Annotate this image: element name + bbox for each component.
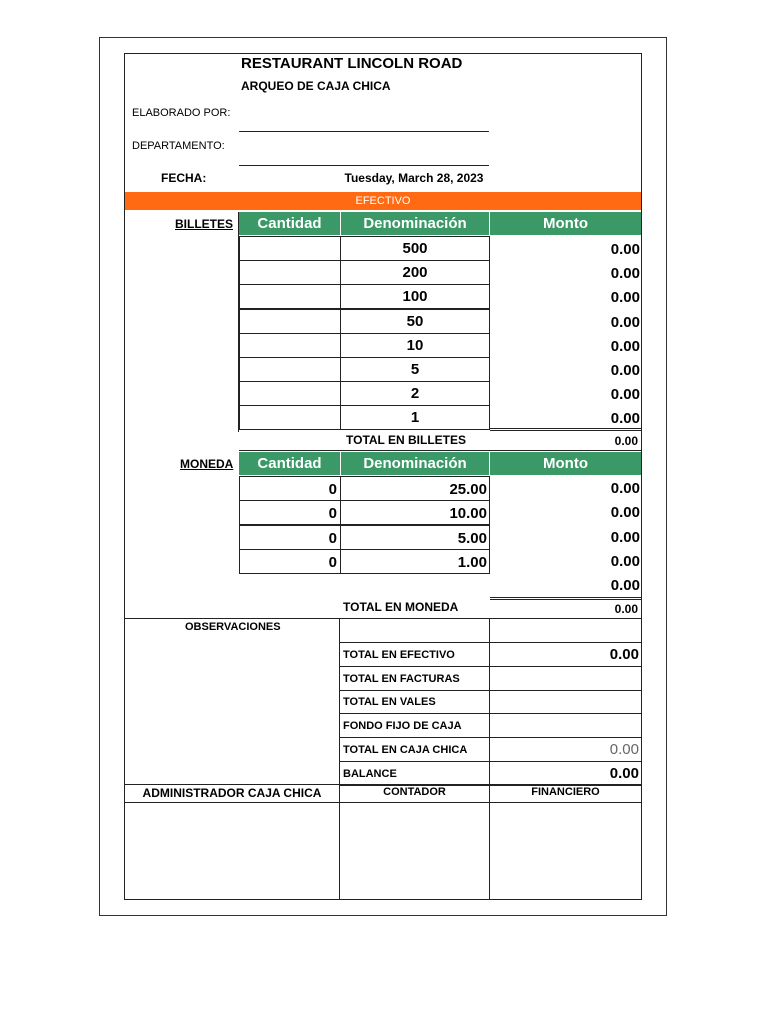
billetes-col-cantidad: Cantidad [239, 212, 340, 235]
billetes-monto-cell [490, 309, 641, 334]
billetes-denominacion-value: 50 [406, 313, 424, 330]
efectivo-banner: EFECTIVO [125, 192, 641, 210]
moneda-label: MONEDA [180, 457, 234, 471]
billetes-monto-value: 0.00 [610, 386, 640, 403]
moneda-monto-value: 0.00 [610, 553, 640, 570]
moneda-denominacion-cell [340, 476, 490, 501]
fecha-value: Tuesday, March 28, 2023 [344, 171, 484, 185]
moneda-col-denominacion: Denominación [341, 452, 489, 475]
moneda-col-monto: Monto [490, 452, 641, 475]
moneda-cantidad-value: 0 [328, 554, 337, 571]
moneda-denominacion-value: 1.00 [457, 554, 487, 571]
administrador-signature-area[interactable] [125, 803, 339, 899]
billetes-denominacion-cell [340, 381, 490, 406]
summary-row-label: TOTAL EN FACTURAS [343, 673, 460, 685]
restaurant-title: RESTAURANT LINCOLN ROAD [241, 55, 463, 72]
billetes-monto-value: 0.00 [610, 338, 640, 355]
summary-row-label: FONDO FIJO DE CAJA [343, 720, 462, 732]
billetes-cantidad-cell[interactable] [239, 236, 341, 261]
total-moneda-value: 0.00 [614, 602, 638, 616]
summary-row-label: TOTAL EN VALES [343, 696, 436, 708]
total-billetes-double-line [490, 428, 641, 431]
moneda-monto-cell [490, 500, 641, 525]
billetes-cantidad-cell[interactable] [239, 309, 341, 334]
billetes-col-monto: Monto [490, 212, 641, 235]
moneda-denominacion-cell [340, 549, 490, 574]
summary-value-cell[interactable] [490, 761, 641, 785]
moneda-denominacion-cell [340, 500, 490, 525]
billetes-col-denominacion: Denominación [341, 212, 489, 235]
billetes-label: BILLETES [175, 217, 234, 231]
billetes-denominacion-cell [340, 309, 490, 334]
moneda-monto-cell [490, 525, 641, 550]
billetes-denominacion-cell [340, 260, 490, 285]
summary-value-cell[interactable] [490, 713, 641, 737]
moneda-monto-cell [490, 476, 641, 501]
billetes-denominacion-cell [340, 236, 490, 261]
moneda-monto-value: 0.00 [610, 480, 640, 497]
form-subtitle: ARQUEO DE CAJA CHICA [241, 79, 391, 93]
billetes-monto-value: 0.00 [610, 289, 640, 306]
billetes-denominacion-cell [340, 357, 490, 382]
billetes-bottom-line [239, 450, 641, 451]
moneda-col-cantidad: Cantidad [239, 452, 340, 475]
elaborado-label: ELABORADO POR: [132, 107, 231, 119]
summary-value-cell[interactable] [490, 689, 641, 713]
total-moneda-label: TOTAL EN MONEDA [343, 600, 459, 614]
billetes-cantidad-cell[interactable] [239, 284, 341, 309]
billetes-denominacion-cell [340, 284, 490, 309]
billetes-monto-cell [490, 260, 641, 285]
billetes-monto-cell [490, 357, 641, 382]
summary-row-label: TOTAL EN CAJA CHICA [343, 744, 468, 756]
moneda-denominacion-value: 25.00 [449, 481, 487, 498]
billetes-denominacion-value: 2 [410, 385, 420, 402]
moneda-cantidad-value: 0 [328, 481, 337, 498]
observaciones-label: OBSERVACIONES [185, 621, 281, 633]
summary-value-cell[interactable] [490, 642, 641, 666]
summary-value-cell[interactable] [490, 737, 641, 761]
summary-row-label: TOTAL EN EFECTIVO [343, 649, 455, 661]
moneda-denominacion-cell [340, 525, 490, 550]
contador-label: CONTADOR [383, 786, 446, 798]
billetes-cantidad-cell[interactable] [239, 381, 341, 406]
summary-row-value: 0.00 [609, 646, 639, 663]
departamento-field-line[interactable] [239, 165, 489, 166]
contador-signature-area[interactable] [340, 803, 489, 899]
billetes-denominacion-cell [340, 333, 490, 358]
total-billetes-label: TOTAL EN BILLETES [346, 433, 467, 447]
moneda-monto-value: 0.00 [610, 529, 640, 546]
moneda-monto-value: 0.00 [610, 504, 640, 521]
billetes-cantidad-cell[interactable] [239, 333, 341, 358]
billetes-monto-value: 0.00 [610, 362, 640, 379]
billetes-denominacion-value: 1 [410, 409, 420, 426]
moneda-denominacion-value: 10.00 [449, 505, 487, 522]
moneda-cantidad-cell[interactable] [239, 525, 341, 550]
moneda-cantidad-value: 0 [328, 530, 337, 547]
billetes-monto-value: 0.00 [610, 410, 640, 427]
billetes-denominacion-value: 100 [402, 288, 428, 305]
billetes-monto-cell [490, 236, 641, 261]
total-billetes-value: 0.00 [614, 434, 638, 448]
billetes-monto-cell [490, 333, 641, 358]
departamento-label: DEPARTAMENTO: [132, 140, 225, 152]
billetes-denominacion-value: 200 [402, 264, 428, 281]
moneda-cantidad-value: 0 [328, 505, 337, 522]
moneda-monto-cell [490, 549, 641, 574]
summary-value-cell[interactable] [490, 618, 641, 642]
summary-row-label: BALANCE [343, 768, 397, 780]
moneda-extra-value: 0.00 [610, 577, 640, 594]
moneda-cantidad-cell[interactable] [239, 476, 341, 501]
billetes-cantidad-cell[interactable] [239, 260, 341, 285]
billetes-denominacion-value: 500 [402, 240, 428, 257]
billetes-cantidad-cell[interactable] [239, 405, 341, 430]
summary-row-value: 0.00 [609, 765, 639, 782]
billetes-monto-cell [490, 284, 641, 309]
signature-top-line [125, 784, 641, 785]
financiero-signature-area[interactable] [490, 803, 641, 899]
billetes-monto-value: 0.00 [610, 241, 640, 258]
financiero-label: FINANCIERO [531, 786, 600, 798]
billetes-monto-cell [490, 381, 641, 406]
billetes-denominacion-value: 10 [406, 337, 424, 354]
summary-value-cell[interactable] [490, 666, 641, 690]
administrador-label: ADMINISTRADOR CAJA CHICA [142, 786, 322, 800]
billetes-monto-cell [490, 405, 641, 430]
moneda-denominacion-value: 5.00 [457, 530, 487, 547]
elaborado-field-line[interactable] [239, 131, 489, 132]
summary-row-value: 0.00 [609, 741, 639, 758]
billetes-denominacion-cell [340, 405, 490, 430]
total-moneda-double-line [490, 597, 641, 600]
billetes-cantidad-cell[interactable] [239, 357, 341, 382]
moneda-cantidad-cell[interactable] [239, 549, 341, 574]
fecha-label: FECHA: [161, 171, 207, 185]
moneda-cantidad-cell[interactable] [239, 500, 341, 525]
billetes-denominacion-value: 5 [410, 361, 420, 378]
billetes-monto-value: 0.00 [610, 265, 640, 282]
billetes-monto-value: 0.00 [610, 314, 640, 331]
